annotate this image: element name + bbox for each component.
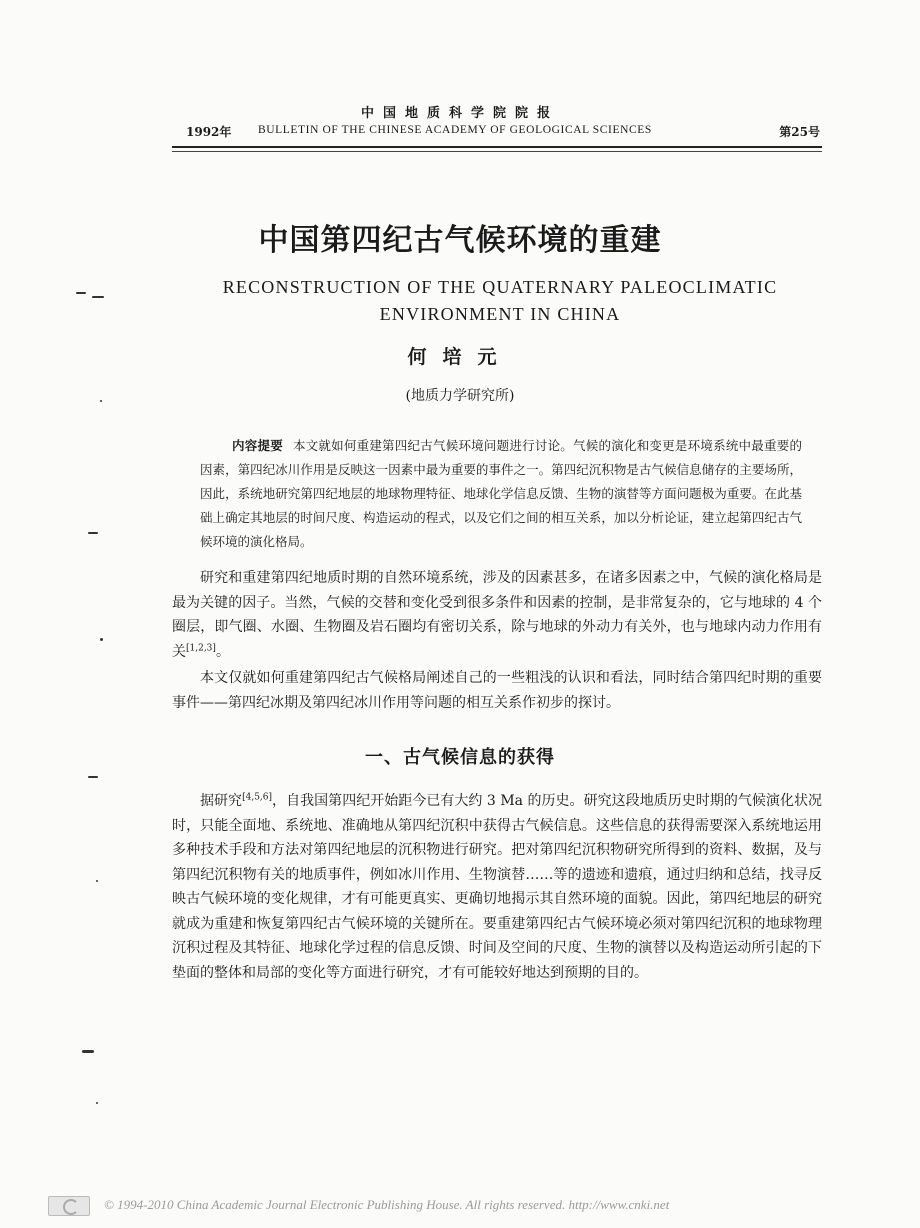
scan-speck xyxy=(100,400,102,402)
paragraph-2-text: 本文仅就如何重建第四纪古气候格局阐述自己的一些粗浅的认识和看法，同时结合第四纪时期的重要事件——第四纪冰期及第四纪冰川作用等问题的相互关系作初步的探讨。 xyxy=(172,670,822,711)
author-name: 何培元 xyxy=(407,346,513,368)
abstract xyxy=(200,434,802,554)
author-affiliation: (地质力学研究所) xyxy=(405,388,515,404)
abstract-text: 本文就如何重建第四纪古气候环境问题进行讨论。气候的演化和变更是环境系统中最重要的因素，第四纪冰川作用是反映这一因素中最为重要的事件之一。第四纪沉积物是古气候信息储存的主要场所，因此，系统地研究第四纪地层的地球物理特征、地球化学信息反馈、生物的演替等方面问题极为重要。在此基础上确定其地层的时间尺度、构造运动的程式，以及它们之间的相互关系，加以分析论证，建立起第四纪古气候环境的演化格局。 xyxy=(200,438,802,549)
body-paragraph-2 xyxy=(172,666,822,715)
body-paragraph-3 xyxy=(172,789,822,985)
copyright-notice: © 1994-2010 China Academic Journal Electronic Publishing House. All rights reserved. http://www.cnki.net xyxy=(104,1197,670,1212)
header-rule-thick xyxy=(172,146,822,148)
citation-ref: [4,5,6] xyxy=(242,792,273,803)
title-english-line-2: ENVIRONMENT IN CHINA xyxy=(379,304,621,324)
citation-ref: [1,2,3] xyxy=(186,642,216,653)
body-paragraph-1 xyxy=(172,566,822,664)
issue-number: 第25号 xyxy=(779,125,820,139)
scan-speck xyxy=(92,296,104,298)
header-rule-thin xyxy=(172,151,822,152)
scan-speck xyxy=(96,1102,98,1104)
paragraph-1-text: 研究和重建第四纪地质时期的自然环境系统，涉及的因素甚多，在诸多因素之中，气候的演化格局是最为关键的因子。当然，气候的交替和变化受到很多条件和因素的控制，是非常复杂的，它与地球的 4 个圈层，即气圈、水圈、生物圈及岩石圈均有密切关系，除与地球的外动力有关外，也与地球内动力作用有关 xyxy=(172,570,822,660)
scan-speck xyxy=(88,532,98,534)
article-title-chinese: 中国第四纪古气候环境的重建 xyxy=(258,223,662,258)
paragraph-3-text: ，自我国第四纪开始距今已有大约 3 Ma 的历史。研究这段地质历史时期的气候演化状况时，只能全面地、系统地、准确地从第四纪沉积中获得古气候信息。这些信息的获得需要深入系统地运用多种技术手段和方法对第四纪地层的沉积物进行研究。把对第四纪沉积物研究所得到的资料、数据，及与第四纪沉积物有关的地质事件，例如冰川作用、生物演替……等的遗迹和遗痕，通过归纳和总结，找寻反映古气候环境的变化规律，才有可能更真实、更确切地揭示其自然环境的面貌。因此，第四纪地层的研究就成为重建和恢复第四纪古气候环境的关键所在。要重建第四纪古气候环境必须对第四纪沉积的地球物理沉积过程及其特征、地球化学过程的信息反馈、时间及空间的尺度、生物的演替以及构造运动所引起的下垫面的整体和局部的变化等方面进行研究，才有可能较好地达到预期的目的。 xyxy=(172,793,823,981)
scan-speck xyxy=(88,776,98,778)
journal-header-row xyxy=(186,123,820,141)
section-heading: 一、古气候信息的获得 xyxy=(365,747,555,768)
publication-year: 1992年 xyxy=(186,125,232,139)
title-english-line-1: RECONSTRUCTION OF THE QUATERNARY PALEOCLIMATIC xyxy=(222,277,778,297)
paragraph-1-end: 。 xyxy=(215,643,230,660)
cnki-logo-icon xyxy=(48,1196,90,1216)
journal-name-chinese: 中国地质科学院院报 xyxy=(360,106,559,121)
scan-speck xyxy=(82,1050,94,1053)
scan-speck xyxy=(100,638,103,641)
paragraph-3-start: 据研究 xyxy=(200,793,243,809)
article-title-english xyxy=(150,274,850,328)
scan-speck xyxy=(76,292,86,294)
abstract-label: 内容提要 xyxy=(232,438,283,453)
page-footer xyxy=(0,1192,920,1222)
journal-name-english: BULLETIN OF THE CHINESE ACADEMY OF GEOLOGICAL SCIENCES xyxy=(258,124,652,136)
scan-speck xyxy=(96,880,98,882)
